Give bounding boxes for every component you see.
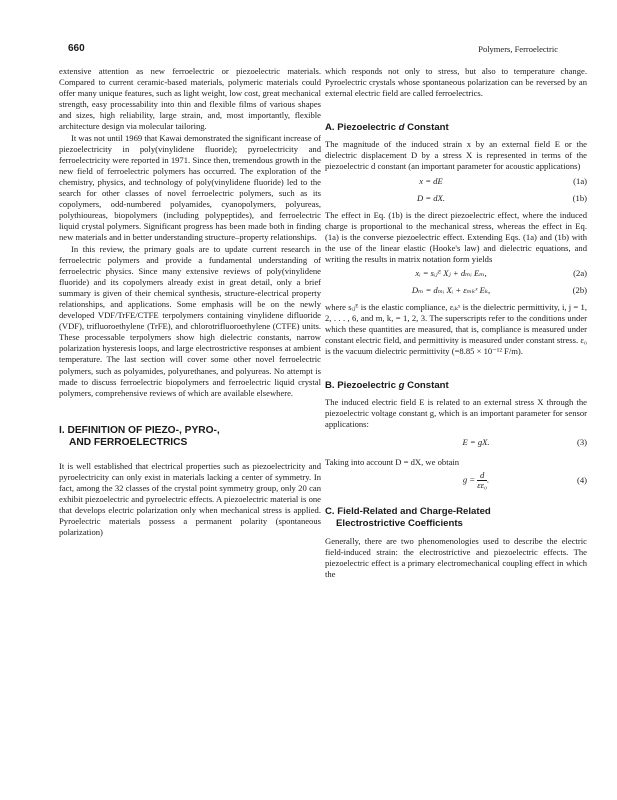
intro-paragraph-1: extensive attention as new ferroelectric or piezoelectric materials. Compared to current ceramic-based materials, polymeric materials could offer many unique features, such as light weight, low cost, great mechanical strength, easy processability into thin and flexible films of various shapes and sizes, high reliability, large strain, and, most importantly, flexible architecture design via molecular tailoring. — [59, 66, 321, 132]
coefficients-paragraph: Generally, there are two phenomenologies used to describe the electric field-induced strain: the electrostrictive and piezoelectric effects. The piezoelectric effect is a primary electromechanical coupling effect in which the — [325, 535, 587, 580]
heading-text: Constant — [404, 379, 449, 391]
equation-tail: . — [487, 474, 490, 485]
equation-body: D = dX. — [417, 192, 445, 203]
section-heading-definition — [59, 425, 321, 450]
heading-text: B. Piezoelectric — [325, 379, 399, 391]
subsection-heading-coefficients — [325, 506, 587, 530]
d-constant-paragraph: The magnitude of the induced strain x by an external field E or the dielectric displacement D by a stress X is represented in terms of the piezoelectric d constant (an important parameter for acoustic applications) — [325, 139, 587, 172]
left-column — [59, 66, 321, 538]
heading-line-2: Electrostrictive Coefficients — [336, 517, 463, 529]
equation-body: xᵢ = sᵢⱼᴱ Xⱼ + dₘᵢ Eₘ, — [415, 268, 487, 279]
equation-body: x = dE — [419, 175, 443, 186]
fraction-denominator: εε₀ — [477, 479, 487, 490]
equation-number: (1a) — [573, 175, 587, 186]
equation-lhs: g = — [462, 474, 476, 485]
compliance-paragraph: where sᵢⱼᴱ is the elastic compliance, εᵢₖˣ is the dielectric permittivity, i, j = 1, 2, . . . , 6, and m, k, = 1, 2, 3. The superscripts refer to the conditions under which these quantities are measured, that is, compliance is measured under constant electric field, and permittivity is measured under constant stress. ε₀ is the vacuum dielectric permittivity (=8.85 × 10⁻¹² F/m). — [325, 302, 587, 357]
equation-number: (2b) — [572, 285, 587, 296]
equation-4 — [325, 471, 587, 491]
equation-body: E = gX. — [462, 436, 490, 447]
page-number: 660 — [68, 43, 85, 54]
subsection-heading-d-constant — [325, 122, 587, 134]
equation-number: (1b) — [572, 192, 587, 203]
section-heading-line-2: AND FERROELECTRICS — [69, 437, 188, 449]
right-column — [325, 66, 587, 580]
equation-1a — [325, 176, 587, 190]
heading-text: A. Piezoelectric — [325, 122, 399, 134]
ferroelectric-paragraph: which responds not only to stress, but also to temperature change. Pyroelectric crystals whose spontaneous polarization can be reversed by an external electric field are called ferroelectrics. — [325, 66, 587, 99]
running-head: Polymers, Ferroelectric — [478, 44, 558, 54]
heading-line-1: C. Field-Related and Charge-Related — [325, 505, 491, 517]
equation-2a — [325, 268, 587, 282]
equation-fraction — [477, 469, 490, 490]
effect-paragraph: The effect in Eq. (1b) is the direct piezoelectric effect, where the induced charge is proportional to the mechanical stress, whereas the effect in Eq. (1a) is the converse piezoelectric effect. Extending Eqs. (1a) and (1b) with the use of the linear elastic (Hooke's law) and dielectric equations, and writing the results in matrix notation form yields — [325, 209, 587, 264]
heading-symbol: d — [398, 122, 405, 134]
g-constant-paragraph: The induced electric field E is related to an external stress X through the piezoelectric voltage constant g, which is an important parameter for sensor applications: — [325, 396, 587, 429]
heading-text: Constant — [404, 122, 449, 134]
section-heading-line-1: I. DEFINITION OF PIEZO-, PYRO-, — [59, 424, 220, 436]
intro-paragraph-3: In this review, the primary goals are to update current research in ferroelectric polymers and provide a fundamental understanding of ferroelectric physics. Since many extensive reviews of poly(vinylidene fluoride) and its copolymers already exist in great detail, only a brief summary is given of their chemical synthesis, structure-electrical property relationships, and applications. Some emphasis will be on the newly developed VDF/TrFE/CTFE terpolymers containing vinylidene difluoride (VDF), trifluoroethylene (TrFE), and chlorotrifluoroethylene (CTFE) units. These processable terpolymers show high dielectric constants, narrow polarization hysteresis loops, and large electrostrictive responses at ambient temperature. The last section will cover some other novel ferroelectric polymers, such as polyamides, polyurethanes, and polyureas. No attempt is made to discuss ferroelectric biopolymers and ferroelectric liquid crystal polymers, comprehensive reviews of which are available elsewhere. — [59, 243, 321, 398]
equation-1b — [325, 193, 587, 207]
fraction-numerator: d — [477, 471, 487, 481]
heading-symbol: g — [398, 379, 405, 391]
equation-body: Dₘ = dₘᵢ Xᵢ + εₘₖˣ Eₖ, — [411, 285, 491, 296]
definition-paragraph: It is well established that electrical properties such as piezoelectricity and pyroelectricity can only exist in materials lacking a center of symmetry. In fact, among the 32 classes of the crystal point symmetry group, only 20 can exhibit piezoelectric and pyroelectric effects. A piezoelectric material is one that develops electric polarization only when mechanical stress is applied. Pyroelectric materials possess a permanent polarity (spontaneous polarization) — [59, 460, 321, 538]
equation-number: (2a) — [573, 268, 587, 279]
equation-3 — [325, 437, 587, 451]
equation-number: (4) — [576, 474, 587, 485]
equation-2b — [325, 285, 587, 299]
equation-number: (3) — [576, 436, 587, 447]
subsection-heading-g-constant — [325, 380, 587, 392]
intro-paragraph-2: It was not until 1969 that Kawai demonstrated the significant increase of piezoelectricity in poly(vinylidene fluoride); pyroelectricity and ferroelectricity were reported in 1971. Since then, tremendous growth in the new field of ferroelectric polymers has occurred. The exploration of the chemistry, physics, and technology of poly(vinylidene fluoride) led to the search for other classes of novel ferroelectric polymers, such as its copolymers, odd-numbered polyamides, cyanopolymers, polyureas, polythioureas, biopolymers (including polypeptides), and ferroelectric liquid crystal polymers. Significant progress has been made both in finding new materials and in better understanding structure–property relationships. — [59, 132, 321, 243]
taking-into-account-line: Taking into account D = dX, we obtain — [325, 456, 460, 467]
